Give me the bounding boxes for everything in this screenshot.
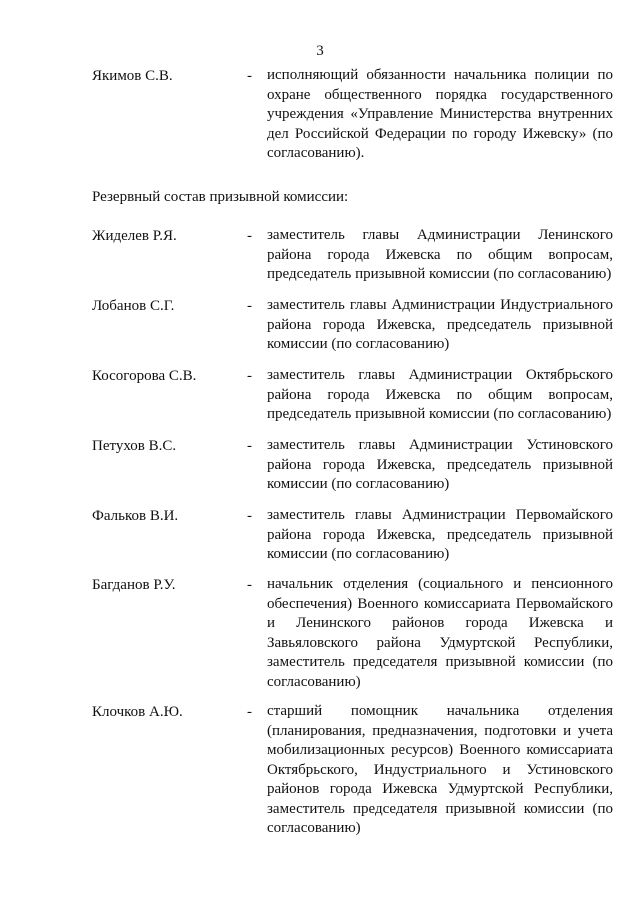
dash-separator: - <box>247 508 252 524</box>
person-name: Багданов Р.У. <box>92 577 176 593</box>
person-position: заместитель главы Администрации Ленинского района города Ижевска по общим вопросам, председатель призывной комиссии (по согласованию) <box>267 227 613 282</box>
person-name: Косогорова С.В. <box>92 368 197 384</box>
dash-separator: - <box>247 704 252 720</box>
dash-separator: - <box>247 368 252 384</box>
dash-separator: - <box>247 298 252 314</box>
dash-separator: - <box>247 68 252 84</box>
person-position: старший помощник начальника отделения (планирования, предназначения, подготовки и учета мобилизационных ресурсов) Военного комиссариата Октябрьского, Индустриального и Устиновского районов города Ижевска Удмуртской Республики, заместитель председателя призывной комиссии (по согласованию) <box>267 703 613 836</box>
person-name: Жиделев Р.Я. <box>92 228 177 244</box>
dash-separator: - <box>247 228 252 244</box>
person-name: Лобанов С.Г. <box>92 298 175 314</box>
person-name: Клочков А.Ю. <box>92 704 183 720</box>
page-number: 3 <box>316 43 324 59</box>
person-position: заместитель главы Администрации Устиновского района города Ижевска, председатель призывной комиссии (по согласованию) <box>267 437 613 492</box>
dash-separator: - <box>247 438 252 454</box>
person-position: исполняющий обязанности начальника полиции по охране общественного порядка государственного учреждения «Управление Министерства внутренних дел Российской Федерации по городу Ижевску» (по согласованию). <box>267 67 613 161</box>
dash-separator: - <box>247 577 252 593</box>
person-name: Фальков В.И. <box>92 508 179 524</box>
person-position: заместитель главы Администрации Индустриального района города Ижевска, председатель призывной комиссии (по согласованию) <box>267 297 613 352</box>
person-position: заместитель главы Администрации Октябрьского района города Ижевска по общим вопросам, председатель призывной комиссии (по согласованию) <box>267 367 613 422</box>
person-position: заместитель главы Администрации Первомайского района города Ижевска, председатель призывной комиссии (по согласованию) <box>267 507 613 562</box>
section-heading: Резервный состав призывной комиссии: <box>92 189 349 205</box>
person-position: начальник отделения (социального и пенсионного обеспечения) Военного комиссариата Первомайского и Ленинского районов города Ижевска и Завьяловского района Удмуртской Республики, заместитель председателя призывной комиссии (по согласованию) <box>267 576 613 690</box>
person-name: Петухов В.С. <box>92 438 177 454</box>
person-name: Якимов С.В. <box>92 68 173 84</box>
